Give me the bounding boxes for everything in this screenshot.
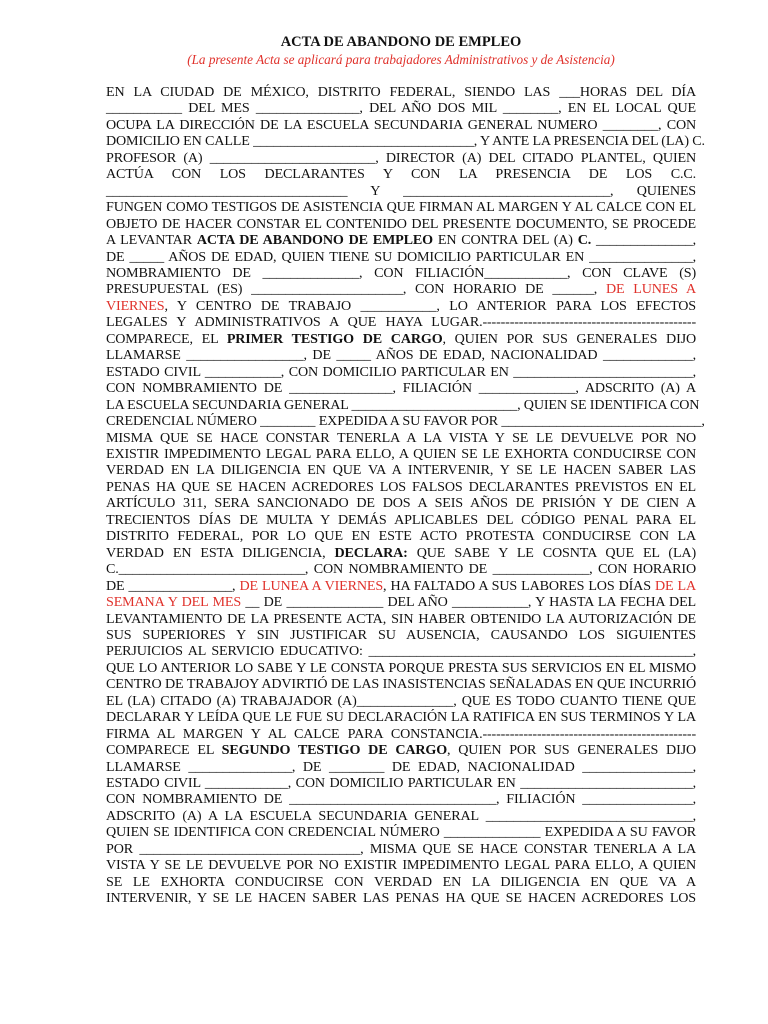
text-segment: VISTA Y SE LE DEVUELVE POR NO EXISTIR IMPEDIMENTO LEGAL PARA ELLO, A QUIEN [106,857,696,874]
text-line [106,396,700,413]
highlighted-text: DE LUNEA A VIERNES [239,577,384,594]
text-segment: QUE LO ANTERIOR LO SABE Y LE CONSTA PORQUE PRESTA SUS SERVICIOS EN EL MISMO [106,659,696,676]
text-segment: COMPARECE, EL [106,330,227,347]
text-line [106,890,696,906]
text-line [106,380,696,396]
text-segment: ESTADO CIVIL ____________, CON DOMICILIO PARTICULAR EN _________________________, [106,775,696,792]
text-line [106,117,696,133]
text-segment: FIRMA AL MARGEN Y AL CALCE PARA CONSTANCIA.----------------------------------------------- [106,725,696,742]
text-segment: EN LA CIUDAD DE MÉXICO, DISTRITO FEDERAL, SIENDO LAS ___HORAS DEL DÍA [106,84,696,100]
bold-text: ACTA DE ABANDONO DE EMPLEO [196,232,433,249]
text-line [106,479,696,495]
text-line [106,249,696,265]
text-segment: DE _____ AÑOS DE EDAD, QUIEN TIENE SU DOMICILIO PARTICULAR EN _______________, [106,248,696,265]
text-line [106,578,696,594]
text-line [106,742,696,758]
text-segment: LEVANTAMIENTO DE LA PRESENTE ACTA, SIN HABER OBTENIDO LA AUTORIZACIÓN DE [106,610,696,627]
text-line [106,216,696,232]
text-segment: PENAS HA QUE SE HACEN ACREDORES LOS FALSOS DECLARANTES PREVISTOS EN EL [106,478,696,495]
text-line [106,166,696,182]
text-line [106,413,705,430]
text-segment: SUS SUPERIORES Y SIN JUSTIFICAR SU AUSENCIA, CAUSANDO LOS SIGUIENTES [106,626,696,643]
text-segment: OBJETO DE HACER CONSTAR EL CONTENIDO DEL PRESENTE DOCUMENTO, SE PROCEDE [106,215,696,232]
text-line [106,495,696,511]
text-segment: PERJUICIOS AL SERVICIO EDUCATIVO: _______________________________________________, [106,643,696,660]
text-segment: FUNGEN COMO TESTIGOS DE ASISTENCIA QUE FIRMAN AL MARGEN Y AL CALCE CON EL [106,199,696,216]
text-segment: , QUIEN POR SUS GENERALES DIJO [442,330,696,347]
text-segment: , Y CENTRO DE TRABAJO ___________, LO ANTERIOR PARA LOS EFECTOS [164,297,696,314]
text-line [106,759,696,775]
text-line [106,150,696,166]
text-segment: LLAMARSE _________________, DE _____ AÑOS DE EDAD, NACIONALIDAD _____________, [106,347,696,364]
text-segment: CENTRO DE TRABAJOY ADVIRTIÓ DE LAS INASISTENCIAS SEÑALADAS EN QUE INCURRIÓ [106,676,696,693]
text-line [106,611,696,627]
text-segment: , HA FALTADO A SUS LABORES LOS DÍAS [383,577,655,594]
text-segment: TRECIENTOS DÍAS DE MULTA Y DEMÁS APLICABLES DEL CÓDIGO PENAL PARA EL [106,511,696,528]
text-segment: DECLARAR Y LEÍDA QUE LE FUE SU DECLARACIÓN LA RATIFICA EN SUS TERMINOS Y LA [106,709,696,726]
text-segment: VERDAD EN ESTA DILIGENCIA, [106,544,335,561]
text-line [106,232,696,248]
text-line [106,561,696,577]
text-segment: LEGALES Y ADMINISTRATIVOS A QUE HAYA LUGAR.----------------------------------------------- [106,314,696,331]
text-segment: LA ESCUELA SECUNDARIA GENERAL ________________________, QUIEN SE IDENTIFICA CON [106,396,700,413]
text-segment: DE _______________, [106,577,240,594]
text-segment: DOMICILIO EN CALLE ________________________________, Y ANTE LA PRESENCIA DEL (LA) C. [106,133,705,150]
text-line [106,84,696,100]
text-segment: CON NOMBRAMIENTO DE ______________________________, FILIACIÓN ________________, [106,791,696,808]
text-segment: INTERVENIR, Y SE LE HACEN SABER LAS PENAS HA QUE SE HACEN ACREDORES LOS [106,890,696,907]
text-line [106,100,696,116]
text-line [106,133,705,150]
highlighted-text: DE LUNES A [605,281,696,298]
text-line [106,841,696,857]
text-segment: PRESUPUESTAL (ES) ______________________, CON HORARIO DE ______, [106,281,606,298]
bold-text: C. [577,232,592,249]
text-line [106,676,696,692]
text-segment: ESTADO CIVIL ___________, CON DOMICILIO PARTICULAR EN __________________________, [106,363,696,380]
text-line [106,643,696,659]
text-line [106,775,696,791]
text-segment: ___________________________________ Y ______________________________, QUIENES [106,182,696,199]
text-line [106,314,696,330]
highlighted-text: DE LA [654,577,696,594]
document-subtitle: (La presente Acta se aplicará para trabajadores Administrativos y de Asistencia) [187,52,615,67]
text-line [106,627,696,643]
text-segment: PROFESOR (A) ________________________, DIRECTOR (A) DEL CITADO PLANTEL, QUIEN [106,149,696,166]
text-segment: QUIEN SE IDENTIFICA CON CREDENCIAL NÚMERO ______________ EXPEDIDA A SU FAVOR [106,824,696,841]
text-segment: MISMA QUE SE HACE CONSTAR TENERLA A LA VISTA Y SE LE DEVUELVE POR NO [106,429,696,446]
text-line [106,824,696,840]
text-segment: NOMBRAMIENTO DE ______________, CON FILIACIÓN____________, CON CLAVE (S) [106,264,696,281]
text-segment: EL (LA) CITADO (A) TRABAJADOR (A)______________, QUE ES TODO CUANTO TIENE QUE [106,692,696,709]
text-segment: OCUPA LA DIRECCIÓN DE LA ESCUELA SECUNDARIA GENERAL NUMERO ________, CON [106,116,696,133]
text-segment: ADSCRITO (A) A LA ESCUELA SECUNDARIA GENERAL ______________________________, [106,807,696,824]
text-line [106,726,696,742]
highlighted-text: VIERNES [106,297,165,314]
text-line [106,512,696,528]
text-line [106,199,696,215]
text-segment: A LEVANTAR [106,232,197,249]
text-line [106,709,696,725]
text-segment: CON NOMBRAMIENTO DE _______________, FILIACIÓN ______________, ADSCRITO (A) A [106,380,696,397]
text-line [106,364,696,380]
text-segment: EN CONTRA DEL (A) [432,232,578,249]
text-line [106,347,696,363]
text-line [106,808,696,824]
text-segment: C.___________________________, CON NOMBRAMIENTO DE ______________, CON HORARIO [106,561,696,578]
document-title: ACTA DE ABANDONO DE EMPLEO [280,34,522,50]
text-line [106,298,696,314]
text-segment: SE LE EXHORTA CONDUCIRSE CON VERDAD EN LA DILIGENCIA EN QUE VA A [106,873,696,890]
text-line [106,791,696,807]
text-line [106,265,696,281]
bold-text: SEGUNDO TESTIGO DE CARGO [221,742,448,759]
text-line [106,183,696,199]
text-line [106,874,696,890]
text-line [106,660,696,676]
text-line [106,594,696,610]
text-line [106,857,696,873]
text-segment: VERDAD EN LA DILIGENCIA EN QUE VA A INTERVENIR, Y SE LE HACEN SABER LAS [106,462,696,479]
text-segment: , QUIEN POR SUS GENERALES DIJO [447,742,696,759]
text-segment: EXISTIR IMPEDIMENTO LEGAL PARA ELLO, A QUIEN SE LE EXHORTA CONDUCIRSE CON [106,445,696,462]
text-line [106,446,696,462]
text-segment: ARTÍCULO 311, SERA SANCIONADO DE DOS A SEIS AÑOS DE PRISIÓN Y DE CIEN A [106,495,696,512]
bold-text: PRIMER TESTIGO DE CARGO [226,330,443,347]
document-page [106,34,705,907]
text-segment: DISTRITO FEDERAL, POR LO QUE EN ESTE ACTO PROTESTA CONDUCIRSE CON LA [106,528,696,545]
text-segment: ______________, [591,232,696,249]
text-line [106,430,696,446]
text-segment: CREDENCIAL NÚMERO ________ EXPEDIDA A SU FAVOR POR _____________________________, [106,413,705,430]
highlighted-text: SEMANA Y DEL MES [106,594,242,611]
text-segment: COMPARECE EL [106,742,222,759]
document-body [106,84,705,907]
text-segment: ACTÚA CON LOS DECLARANTES Y CON LA PRESENCIA DE LOS C.C. [106,166,696,183]
text-line [106,331,696,347]
bold-text: DECLARA: [334,544,408,561]
text-segment: ___________ DEL MES _______________, DEL AÑO DOS MIL ________, EN EL LOCAL QUE [106,100,696,117]
text-segment: POR ________________________________, MISMA QUE SE HACE CONSTAR TENERLA A LA [106,840,696,857]
text-segment: LLAMARSE _______________, DE ________ DE EDAD, NACIONALIDAD ________________, [106,758,696,775]
text-segment: __ DE ______________ DEL AÑO ___________, Y HASTA LA FECHA DEL [241,594,696,611]
text-segment: QUE SABE Y LE COSNTA QUE EL (LA) [407,544,696,561]
text-line [106,693,696,709]
text-line [106,462,696,478]
text-line [106,545,696,561]
text-line [106,281,696,297]
text-line [106,528,696,544]
